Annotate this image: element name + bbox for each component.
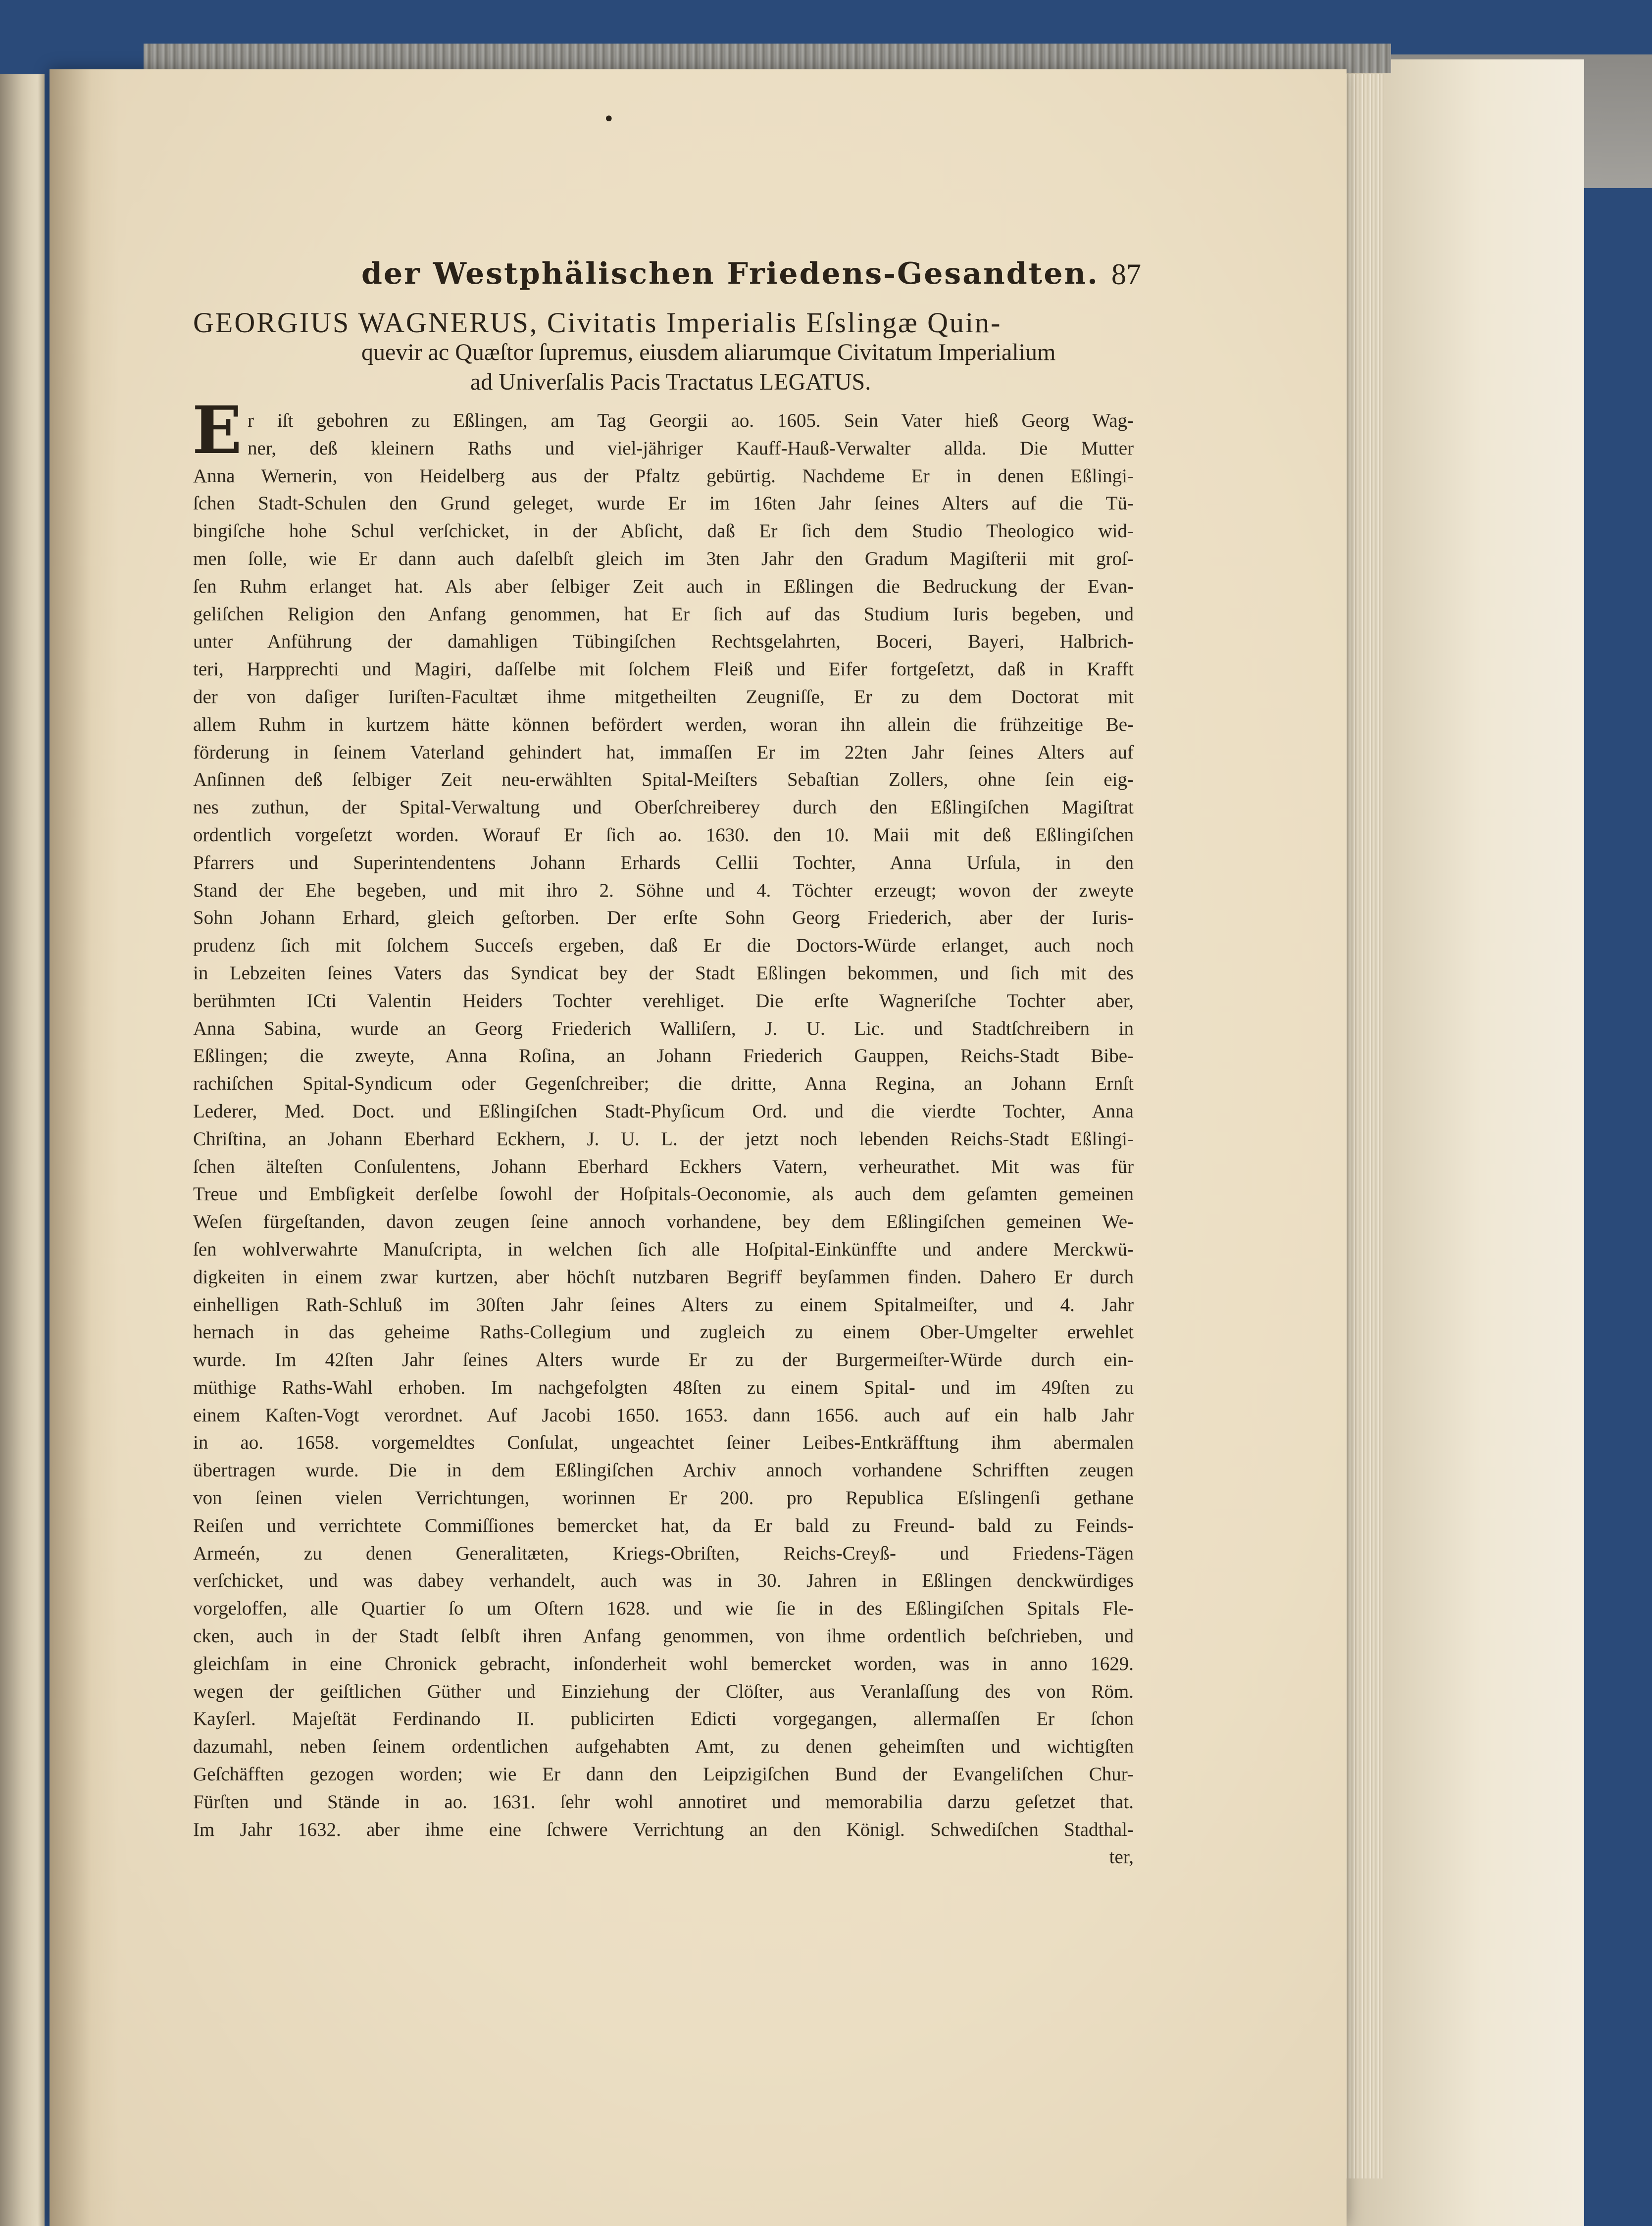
text-line: Im Jahr 1632. aber ihme eine ſchwere Verrichtung an den Königl. Schwediſchen Stadthal- — [193, 1819, 1134, 1840]
text-line: ner, deß kleinern Raths und viel-jähriger Kauff-Hauß-Verwalter allda. Die Mutter — [248, 437, 1134, 459]
text-line: hernach in das geheime Raths-Collegium und zugleich zu einem Ober-Umgelter erwehlet — [193, 1321, 1134, 1343]
page-number: 87 — [1111, 258, 1141, 291]
page-dot: • — [603, 108, 615, 131]
text-line: ſchen älteſten Conſulentens, Johann Eberhard Eckhers Vatern, verheurathet. Mit was für — [193, 1156, 1134, 1177]
text-line: cken, auch in der Stadt ſelbſt ihren Anfang genommen, von ihme ordentlich beſchrieben, und — [193, 1625, 1134, 1647]
text-line: förderung in ſeinem Vaterland gehindert hat, immaſſen Er im 22ten Jahr ſeines Alters auf — [193, 741, 1134, 763]
drop-cap: E — [192, 392, 242, 469]
text-line: teri, Harpprechti und Magiri, daſſelbe mit ſolchem Fleiß und Eifer fortgeſetzt, daß in Krafft — [193, 658, 1134, 680]
text-line: Chriſtina, an Johann Eberhard Eckhern, J. U. L. der jetzt noch lebenden Reichs-Stadt Eßlingi- — [193, 1128, 1134, 1150]
text-line: übertragen wurde. Die in dem Eßlingiſchen Archiv annoch vorhandene Schrifften zeugen — [193, 1460, 1134, 1481]
text-line: prudenz ſich mit ſolchem Succeſs ergeben, daß Er die Doctors-Würde erlanget, auch noch — [193, 935, 1134, 957]
text-line: ordentlich vorgeſetzt worden. Worauf Er ſich ao. 1630. den 10. Maii mit deß Eßlingiſchen — [193, 824, 1134, 846]
body-text — [193, 407, 1134, 1871]
text-line: Armeén, zu denen Generalitæten, Kriegs-Obriſten, Reichs-Creyß- und Friedens-Tägen — [193, 1542, 1134, 1564]
text-line: dazumahl, neben ſeinem ordentlichen aufgehabten Amt, zu denen geheimſten und wichtigſten — [193, 1736, 1134, 1758]
heading-line-3: ad Univerſalis Pacis Tractatus LEGATUS. — [470, 369, 871, 395]
text-line: Geſchäfften gezogen worden; wie Er dann den Leipzigiſchen Bund der Evangeliſchen Chur- — [193, 1764, 1134, 1785]
text-line: ſchen Stadt-Schulen den Grund geleget, wurde Er im 16ten Jahr ſeines Alters auf die Tü- — [193, 493, 1134, 514]
text-line: Anna Wernerin, von Heidelberg aus der Pfaltz gebürtig. Nachdeme Er in denen Eßlingi- — [193, 465, 1134, 487]
text-line: Kayſerl. Majeſtät Ferdinando II. publicirten Edicti vorgegangen, allermaſſen Er ſchon — [193, 1708, 1134, 1730]
text-line: in Lebzeiten ſeines Vaters das Syndicat bey der Stadt Eßlingen bekommen, und ſich mit des — [193, 962, 1134, 984]
text-line: nes zuthun, der Spital-Verwaltung und Oberſchreiberey durch den Eßlingiſchen Magiſtrat — [193, 797, 1134, 818]
text-line: gleichſam in eine Chronick gebracht, inſonderheit wohl bemercket worden, was in anno 1629. — [193, 1653, 1134, 1674]
heading-line-2: quevir ac Quæſtor ſupremus, eiusdem aliarumque Civitatum Imperialium — [361, 339, 1056, 365]
page-gutter-shadow — [50, 69, 119, 2226]
text-line: vorgeloffen, alle Quartier ſo um Oſtern 1628. und wie ſie in des Eßlingiſchen Spitals Fle- — [193, 1598, 1134, 1619]
page-stack-top — [144, 44, 1391, 73]
text-line: wurde. Im 42ſten Jahr ſeines Alters wurde Er zu der Burgermeiſter-Würde durch ein- — [193, 1349, 1134, 1371]
text-line: unter Anführung der damahligen Tübingiſchen Rechtsgelahrten, Boceri, Bayeri, Halbrich- — [193, 631, 1134, 653]
text-line: bingiſche hohe Schul verſchicket, in der Abſicht, daß Er ſich dem Studio Theologico wid- — [193, 520, 1134, 542]
text-line: ſen wohlverwahrte Manuſcripta, in welchen ſich alle Hoſpital-Einkünffte und andere Merckwü- — [193, 1238, 1134, 1260]
text-line: Stand der Ehe begeben, und mit ihro 2. Söhne und 4. Töchter erzeugt; wovon der zweyte — [193, 879, 1134, 901]
text-line: ſen Ruhm erlanget hat. Als aber ſelbiger Zeit auch in Eßlingen die Bedruckung der Evan- — [193, 575, 1134, 597]
text-line: ter, — [1109, 1846, 1134, 1868]
text-line: Lederer, Med. Doct. und Eßlingiſchen Stadt-Phyſicum Ord. und die vierdte Tochter, Anna — [193, 1100, 1134, 1122]
text-line: Pfarrers und Superintendentens Johann Erhards Cellii Tochter, Anna Urſula, in den — [193, 852, 1134, 873]
text-line: Sohn Johann Erhard, gleich geſtorben. Der erſte Sohn Georg Friederich, aber der Iuris- — [193, 907, 1134, 929]
text-line: müthige Raths-Wahl erhoben. Im nachgefolgten 48ſten zu einem Spital- und im 49ſten zu — [193, 1376, 1134, 1398]
text-line: der von daſiger Iuriſten-Facultæt ihme mitgetheilten Zeugniſſe, Er zu dem Doctorat mit — [193, 686, 1134, 708]
text-line: allem Ruhm in kurtzem hätte können befördert werden, woran ihn allein die frühzeitige Be- — [193, 713, 1134, 735]
text-line: berühmten ICti Valentin Heiders Tochter verehliget. Die erſte Wagneriſche Tochter aber, — [193, 990, 1134, 1012]
text-line: geliſchen Religion den Anfang genommen, hat Er ſich auf das Studium Iuris begeben, und — [193, 603, 1134, 625]
text-line: Treue und Embſigkeit derſelbe ſowohl der Hoſpitals-Oeconomie, als auch dem geſamten gemeinen — [193, 1183, 1134, 1205]
text-line: verſchicket, und was dabey verhandelt, auch was in 30. Jahren in Eßlingen denckwürdiges — [193, 1570, 1134, 1592]
text-line: in ao. 1658. vorgemeldtes Conſulat, ungeachtet ſeiner Leibes-Entkräfftung ihm abermalen — [193, 1432, 1134, 1454]
text-line: Fürſten und Stände in ao. 1631. ſehr wohl annotiret und memorabilia darzu geſetzet that. — [193, 1791, 1134, 1813]
text-line: einhelligen Rath-Schluß im 30ſten Jahr ſeines Alters zu einem Spitalmeiſter, und 4. Jahr — [193, 1294, 1134, 1315]
text-line: Anna Sabina, wurde an Georg Friederich Walliſern, J. U. Lic. und Stadtſchreibern in — [193, 1017, 1134, 1039]
text-line: Eßlingen; die zweyte, Anna Roſina, an Johann Friederich Gauppen, Reichs-Stadt Bibe- — [193, 1045, 1134, 1067]
heading-line-1: GEORGIUS WAGNERUS, Civitatis Imperialis Eſslingæ Quin- — [193, 306, 1002, 339]
left-page-edge — [0, 74, 45, 2226]
text-line: rachiſchen Spital-Syndicum oder Gegenſchreiber; die dritte, Anna Regina, an Johann Ernſt — [193, 1073, 1134, 1095]
text-line: von ſeinen vielen Verrichtungen, worinnen Er 200. pro Republica Eſslingenſi gethane — [193, 1487, 1134, 1509]
text-line: men ſolle, wie Er dann auch daſelbſt gleich im 3ten Jahr den Gradum Magiſterii mit groſ- — [193, 548, 1134, 569]
text-line: wegen der geiſtlichen Güther und Einziehung der Clöſter, aus Veranlaſſung des von Röm. — [193, 1680, 1134, 1702]
text-line: digkeiten in einem zwar kurtzen, aber höchſt nutzbaren Begriff beyſammen finden. Dahero Er durch — [193, 1266, 1134, 1288]
text-line: Reiſen und verrichtete Commiſſiones bemercket hat, da Er bald zu Freund- bald zu Feinds- — [193, 1515, 1134, 1536]
text-line: Anſinnen deß ſelbiger Zeit neu-erwählten Spital-Meiſters Sebaſtian Zollers, ohne ſein eig- — [193, 769, 1134, 791]
text-line: r iſt gebohren zu Eßlingen, am Tag Georgii ao. 1605. Sein Vater hieß Georg Wag- — [248, 410, 1134, 431]
section-heading — [193, 308, 1129, 397]
text-line: einem Kaſten-Vogt verordnet. Auf Jacobi 1650. 1653. dann 1656. auch auf ein halb Jahr — [193, 1404, 1134, 1426]
running-head: der Westphälischen Friedens-Gesandten. — [361, 256, 1100, 291]
text-line: Weſen fürgeſtanden, davon zeugen ſeine annoch vorhandene, bey dem Eßlingiſchen gemeinen We- — [193, 1211, 1134, 1233]
